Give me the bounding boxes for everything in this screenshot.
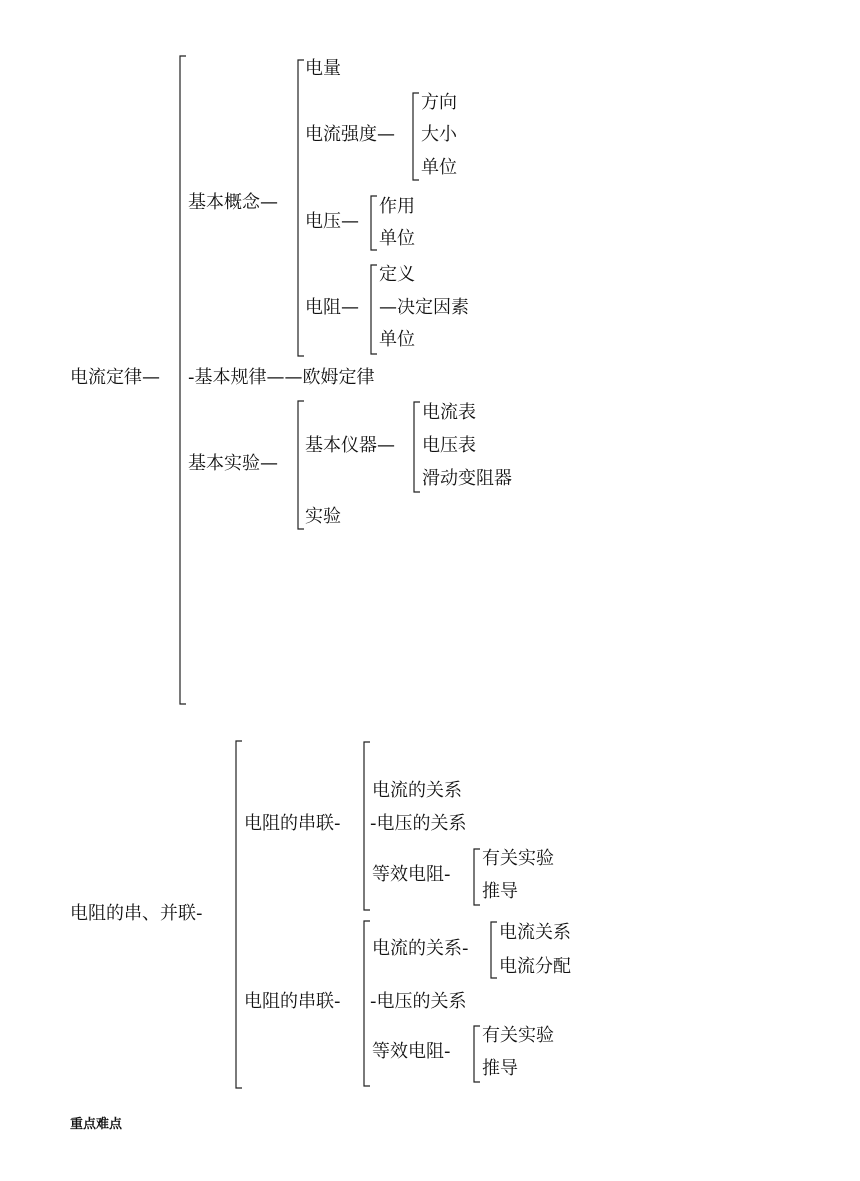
- leaf-series-derivation: 推导: [482, 881, 518, 902]
- leaf-unit-voltage: 单位: [379, 228, 415, 249]
- leaf-magnitude: 大小: [421, 124, 457, 145]
- bracket-concept: [298, 60, 304, 356]
- leaf-parallel-current-relation: 电流关系: [499, 922, 571, 943]
- root-label-series-parallel: 电阻的串、并联-: [70, 903, 203, 924]
- leaf-parallel-current-distribution: 电流分配: [499, 956, 571, 977]
- bracket-resistance: [371, 265, 377, 354]
- node-basic-concept: 基本概念—: [188, 192, 278, 213]
- leaf-function: 作用: [379, 196, 415, 217]
- leaf-unit-resistance: 单位: [379, 329, 415, 350]
- leaf-parallel-derivation: 推导: [482, 1058, 518, 1079]
- node-parallel: 电阻的串联-: [244, 991, 341, 1012]
- node-basic-experiment: 基本实验—: [188, 453, 278, 474]
- footer-key-points: 重点难点: [70, 1117, 123, 1132]
- leaf-definition: 定义: [379, 264, 415, 285]
- leaf-series-voltage: -电压的关系: [370, 813, 467, 834]
- node-voltage: 电压—: [305, 211, 359, 232]
- leaf-rheostat: 滑动变阻器: [422, 468, 512, 489]
- node-resistance: 电阻—: [305, 297, 359, 318]
- node-instruments: 基本仪器—: [305, 435, 395, 456]
- bracket-parallel-equiv: [474, 1026, 480, 1082]
- leaf-parallel-voltage: -电压的关系: [370, 991, 467, 1012]
- node-basic-law: -基本规律——欧姆定律: [188, 367, 375, 388]
- bracket-root-1: [180, 56, 186, 704]
- leaf-voltmeter: 电压表: [422, 435, 476, 456]
- leaf-determining-factors: —决定因素: [379, 297, 469, 318]
- bracket-root-2: [236, 741, 242, 1088]
- bracket-voltage: [371, 196, 377, 250]
- leaf-direction: 方向: [421, 92, 457, 113]
- leaf-unit-current: 单位: [421, 157, 457, 178]
- leaf-ammeter: 电流表: [422, 402, 476, 423]
- leaf-series-experiment: 有关实验: [482, 848, 554, 869]
- node-series-equiv: 等效电阻-: [372, 864, 451, 885]
- node-series: 电阻的串联-: [244, 813, 341, 834]
- bracket-parallel-current: [491, 922, 497, 978]
- bracket-experiment: [298, 401, 304, 529]
- root-label-current-law: 电流定律—: [70, 367, 160, 388]
- leaf-parallel-experiment: 有关实验: [482, 1025, 554, 1046]
- leaf-series-current: 电流的关系: [372, 780, 462, 801]
- bracket-instruments: [414, 402, 420, 492]
- node-experiment: 实验: [305, 506, 341, 527]
- node-parallel-current: 电流的关系-: [372, 938, 469, 959]
- node-parallel-equiv: 等效电阻-: [372, 1041, 451, 1062]
- node-current-strength: 电流强度—: [305, 124, 395, 145]
- bracket-current: [413, 93, 419, 180]
- node-charge: 电量: [305, 58, 341, 79]
- bracket-series-equiv: [474, 849, 480, 905]
